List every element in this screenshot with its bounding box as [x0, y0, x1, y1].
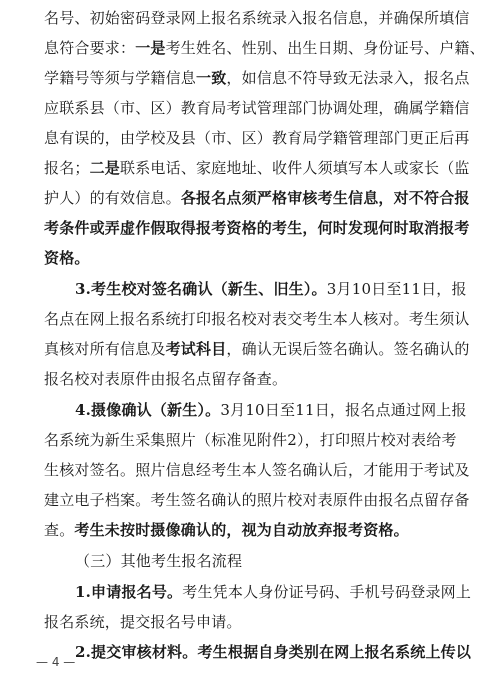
text-run: 真核对所有信息及 — [44, 340, 166, 358]
bold-run: 1.申请报名号。 — [75, 583, 183, 601]
text-run: 生核对签名。照片信息经考生本人签名确认后，才能用于考试及 — [44, 461, 470, 479]
text-run: 息有误的，由学校及县（市、区）教育局学籍管理部门更正后再 — [44, 129, 470, 147]
text-run: 报名校对表原件由报名点留存备查。 — [44, 370, 288, 388]
section-heading — [75, 551, 444, 571]
text-run: （三）其他考生报名流程 — [75, 552, 243, 570]
bold-run: 3.考生校对签名确认（新生、旧生）。 — [75, 280, 327, 298]
text-run: 考生凭本人身份证号码、手机号码登录网上 — [182, 583, 472, 601]
bold-run: 考条件或弄虚作假取得报考资格的考生，何时发现何时取消报考 — [44, 219, 470, 237]
bold-run: 一致 — [196, 69, 227, 87]
text-run: 建立电子档案。考生签名确认的照片校对表原件由报名点留存备 — [44, 491, 470, 509]
bold-run: 考生未按时摄像确认的，视为自动放弃报考资格。 — [74, 521, 409, 539]
bold-run: 4.摄像确认（新生）。 — [75, 401, 221, 419]
text-run: 查。 — [44, 521, 75, 539]
bold-run: 各报名点须严格审核考生信息，对不符合报 — [180, 189, 470, 207]
text-line — [44, 460, 470, 480]
text-line — [44, 339, 470, 359]
text-line — [44, 430, 457, 450]
text-run: 应联系县（市、区）教育局考试管理部门协调处理，确属学籍信 — [44, 99, 470, 117]
text-run: 名点在网上报名系统打印报名校对表交考生本人核对。考生须认 — [44, 310, 470, 328]
text-run: ，确认无误后签名确认。签名确认的 — [226, 340, 470, 358]
text-run: 学籍号等须与学籍信息 — [44, 69, 197, 87]
bold-run: 2.提交审核材料。 — [75, 643, 198, 661]
text-line — [44, 612, 444, 632]
text-line — [44, 8, 470, 28]
bold-run: 资格。 — [44, 249, 90, 267]
text-line — [44, 309, 470, 329]
bold-run: 二是 — [89, 159, 121, 177]
text-run: 考生姓名、性别、出生日期、身份证号、户籍、 — [165, 39, 485, 57]
text-line — [44, 369, 444, 389]
text-run: 报名系统，提交报名号申请。 — [44, 613, 242, 631]
text-line — [44, 98, 470, 118]
text-line — [75, 582, 472, 602]
page-number: — 4 — — [36, 655, 76, 669]
text-line — [75, 279, 467, 299]
text-line — [44, 68, 470, 88]
text-run: 名号、初始密码登录网上报名系统录入报名信息，并确保所填信 — [44, 9, 470, 27]
text-run: 名系统为新生采集照片（标准见附件2），打印照片校对表给考 — [44, 431, 457, 449]
text-run: 3月10日至11日，报名点通过网上报 — [220, 401, 467, 419]
text-line — [44, 218, 470, 238]
bold-run: 考试科目 — [165, 340, 227, 358]
text-line — [44, 490, 470, 510]
text-run: 联系电话、家庭地址、收件人须填写本人或家长（监 — [120, 159, 470, 177]
text-run: 3月10日至11日，报 — [326, 280, 467, 298]
text-line — [44, 38, 485, 58]
text-line — [44, 520, 444, 540]
text-run: 护人）的有效信息。 — [44, 189, 181, 207]
text-run: 报名； — [44, 159, 90, 177]
text-line — [44, 128, 470, 148]
text-line — [44, 158, 470, 178]
text-run: ，如信息不符导致无法录入，报名点 — [226, 69, 470, 87]
text-line — [44, 248, 444, 268]
bold-run: 一是 — [135, 39, 166, 57]
text-run: 息符合要求： — [44, 39, 136, 57]
text-line — [75, 400, 467, 420]
text-line — [44, 188, 470, 208]
text-line — [75, 642, 472, 662]
bold-run: 考生根据自身类别在网上报名系统上传以 — [197, 643, 472, 661]
